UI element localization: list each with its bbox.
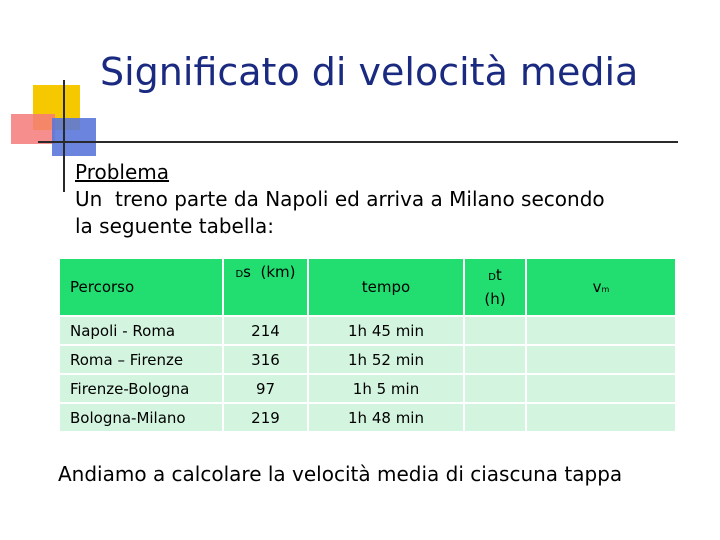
header-vm [527,259,675,315]
cell-dt [465,317,525,344]
header-vm-label: v [592,278,602,296]
header-tempo-label: tempo [361,278,411,296]
logo-blue-square [52,118,96,156]
cell-vm [527,346,675,373]
cell-dt [465,375,525,402]
cell-route: Roma – Firenze [60,346,222,373]
cell-dt [465,404,525,431]
cell-vm [527,317,675,344]
table-row [60,404,675,431]
problem-text [75,159,695,240]
footer-text: Andiamo a calcolare la velocità media di ciascuna tappa [58,462,623,486]
problem-line-1: Un treno parte da Napoli ed arriva a Milano secondo [75,187,605,211]
logo-vertical-line [63,80,65,192]
header-ds [224,259,307,315]
cell-route: Firenze-Bologna [60,375,222,402]
header-ds-label: s (km) [243,263,296,281]
cell-time: 1h 45 min [309,317,463,344]
cell-dt [465,346,525,373]
table-row [60,375,675,402]
cell-time: 1h 5 min [309,375,463,402]
cell-time: 1h 52 min [309,346,463,373]
header-percorso [60,259,222,315]
cell-time: 1h 48 min [309,404,463,431]
cell-ds: 97 [224,375,307,402]
cell-ds: 214 [224,317,307,344]
logo-red-square [11,114,55,144]
cell-ds: 316 [224,346,307,373]
problem-line-2: la seguente tabella: [75,214,274,238]
problem-heading: Problema [75,160,170,184]
cell-vm [527,375,675,402]
delta-symbol: D [488,272,496,283]
cell-route: Bologna-Milano [60,404,222,431]
header-tempo [309,259,463,315]
header-dt-unit: (h) [484,290,506,308]
header-percorso-label: Percorso [70,278,135,296]
cell-route: Napoli - Roma [60,317,222,344]
header-dt [465,259,525,315]
cell-vm [527,404,675,431]
table-row [60,317,675,344]
slide-title: Significato di velocità media [100,50,639,94]
header-vm-subscript: m [601,285,610,294]
cell-ds: 219 [224,404,307,431]
title-divider [38,141,678,143]
table-row [60,346,675,373]
table-header-row [60,259,675,315]
delta-symbol: D [235,269,244,280]
data-table [58,257,677,433]
header-dt-label: t [495,266,502,284]
